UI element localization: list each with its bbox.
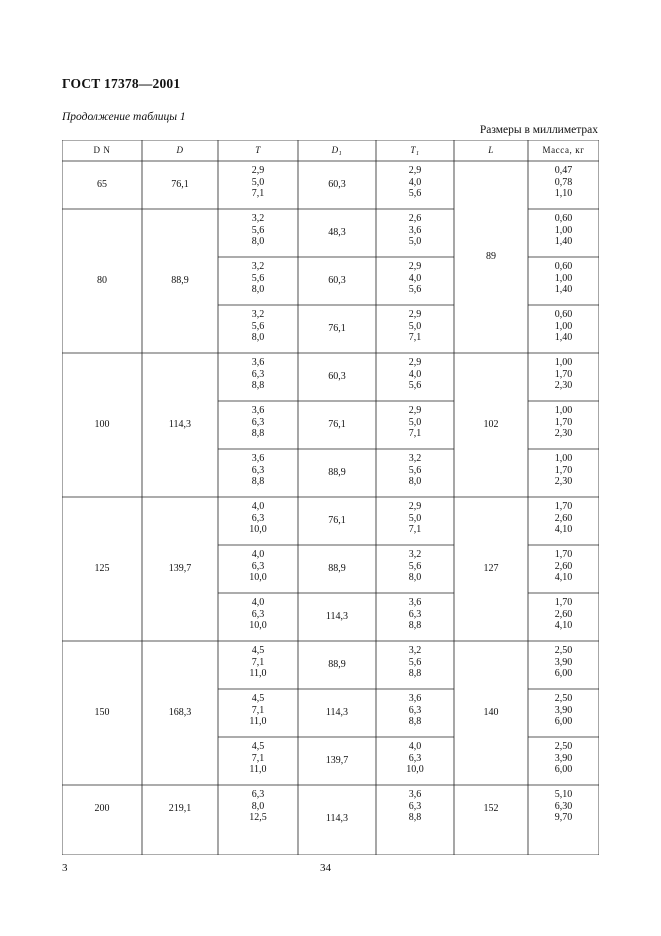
cell-t1-line: 8,8 xyxy=(408,620,422,632)
cell-t-line: 10,0 xyxy=(249,620,267,632)
cell-dn-line: 100 xyxy=(94,419,110,430)
cell-d1-line: 60,3 xyxy=(328,275,346,286)
cell-d-line: 219,1 xyxy=(168,803,192,814)
cell-t1-line: 8,0 xyxy=(408,572,422,584)
cell-t-line: 8,0 xyxy=(251,800,265,812)
cell-d1-line: 48,3 xyxy=(328,227,346,238)
cell-dn-line: 65 xyxy=(97,179,107,190)
cell-t1 xyxy=(376,693,454,728)
cell-d1 xyxy=(298,275,376,287)
cell-mass xyxy=(528,741,599,776)
cell-t xyxy=(218,213,298,248)
units-caption: Размеры в миллиметрах xyxy=(479,124,598,136)
cell-mass-line: 2,60 xyxy=(554,512,573,524)
cell-t xyxy=(218,405,298,440)
cell-t-line: 7,1 xyxy=(251,704,265,716)
column-header-0 xyxy=(62,145,142,157)
cell-t-line: 4,5 xyxy=(251,645,265,656)
cell-d xyxy=(142,419,218,431)
cell-t1 xyxy=(376,213,454,248)
cell-t1-line: 3,6 xyxy=(408,224,422,236)
cell-t1-line: 2,9 xyxy=(408,165,422,176)
cell-l-line: 140 xyxy=(483,707,499,718)
cell-mass-line: 1,00 xyxy=(554,453,573,464)
cell-t1 xyxy=(376,645,454,680)
cell-mass-line: 0,60 xyxy=(554,309,573,320)
cell-t-line: 6,3 xyxy=(251,560,265,572)
column-header-4 xyxy=(376,145,454,161)
cell-t-line: 5,6 xyxy=(251,224,265,236)
cell-d xyxy=(142,179,218,191)
cell-mass-line: 2,50 xyxy=(554,693,573,704)
cell-d1-line: 88,9 xyxy=(328,467,346,478)
cell-mass xyxy=(528,405,599,440)
cell-l-line: 127 xyxy=(483,563,499,574)
cell-t1 xyxy=(376,165,454,200)
cell-mass xyxy=(528,549,599,584)
cell-t-line: 6,3 xyxy=(251,608,265,620)
cell-t xyxy=(218,549,298,584)
cell-d1 xyxy=(298,227,376,239)
cell-d1-line: 76,1 xyxy=(328,419,346,430)
cell-t1-line: 2,9 xyxy=(408,501,422,512)
cell-t-line: 7,1 xyxy=(251,188,265,200)
cell-t-line: 3,2 xyxy=(251,309,265,320)
cell-mass xyxy=(528,645,599,680)
cell-mass-line: 2,30 xyxy=(554,380,573,392)
cell-t-line: 7,1 xyxy=(251,656,265,668)
cell-t1 xyxy=(376,405,454,440)
cell-t xyxy=(218,165,298,200)
cell-mass-line: 9,70 xyxy=(554,812,573,824)
cell-t1-line: 8,8 xyxy=(408,716,422,728)
cell-d-line: 168,3 xyxy=(168,707,192,718)
cell-t1 xyxy=(376,309,454,344)
cell-t xyxy=(218,357,298,392)
cell-d1-line: 76,1 xyxy=(328,323,346,334)
cell-t xyxy=(218,597,298,632)
cell-t1-line: 7,1 xyxy=(408,524,422,536)
cell-mass xyxy=(528,261,599,296)
column-header-label: D xyxy=(176,145,184,155)
cell-mass-line: 1,00 xyxy=(554,224,573,236)
cell-t-line: 3,2 xyxy=(251,261,265,272)
cell-t-line: 3,6 xyxy=(251,453,265,464)
cell-d xyxy=(142,707,218,719)
cell-mass-line: 1,00 xyxy=(554,357,573,368)
cell-t1-line: 2,6 xyxy=(408,213,422,224)
cell-t1-line: 3,6 xyxy=(408,693,422,704)
column-header-label: D xyxy=(331,145,339,155)
cell-t-line: 7,1 xyxy=(251,752,265,764)
cell-t1-line: 5,0 xyxy=(408,416,422,428)
cell-mass-line: 4,10 xyxy=(554,620,573,632)
cell-t1 xyxy=(376,597,454,632)
cell-t-line: 6,3 xyxy=(251,368,265,380)
cell-t1 xyxy=(376,741,454,776)
cell-mass-line: 0,60 xyxy=(554,213,573,224)
column-header-label: D N xyxy=(93,145,111,155)
cell-mass-line: 1,00 xyxy=(554,272,573,284)
cell-mass-line: 1,40 xyxy=(554,236,573,248)
cell-t1-line: 5,6 xyxy=(408,380,422,392)
cell-d-line: 88,9 xyxy=(171,275,189,286)
column-header-1 xyxy=(142,145,218,157)
column-header-6 xyxy=(528,145,599,157)
cell-d xyxy=(142,563,218,575)
cell-d1-line: 60,3 xyxy=(328,371,346,382)
cell-t1-line: 7,1 xyxy=(408,428,422,440)
cell-t-line: 10,0 xyxy=(249,524,267,536)
cell-mass xyxy=(528,309,599,344)
cell-t1-line: 4,0 xyxy=(408,741,422,752)
cell-t1-line: 6,3 xyxy=(408,608,422,620)
column-header-label: Масса, кг xyxy=(542,145,585,155)
cell-t1 xyxy=(376,453,454,488)
cell-mass xyxy=(528,501,599,536)
cell-mass-line: 6,00 xyxy=(554,716,573,728)
cell-mass-line: 1,70 xyxy=(554,368,573,380)
cell-l xyxy=(454,707,528,719)
cell-t xyxy=(218,693,298,728)
cell-mass-line: 2,30 xyxy=(554,476,573,488)
cell-t-line: 11,0 xyxy=(249,764,267,776)
cell-t-line: 3,2 xyxy=(251,213,265,224)
cell-dn-line: 80 xyxy=(97,275,107,286)
cell-d1-line: 114,3 xyxy=(325,611,349,622)
cell-t-line: 11,0 xyxy=(249,716,267,728)
cell-t1-line: 5,6 xyxy=(408,284,422,296)
cell-t1-line: 5,6 xyxy=(408,560,422,572)
cell-t1-line: 7,1 xyxy=(408,332,422,344)
cell-d1 xyxy=(298,707,376,719)
cell-t1 xyxy=(376,357,454,392)
cell-t-line: 6,3 xyxy=(251,789,265,800)
cell-mass-line: 6,30 xyxy=(554,800,573,812)
cell-t1-line: 10,0 xyxy=(406,764,424,776)
cell-t xyxy=(218,501,298,536)
cell-mass-line: 1,40 xyxy=(554,284,573,296)
cell-d1 xyxy=(298,371,376,383)
cell-t xyxy=(218,645,298,680)
cell-t1-line: 3,2 xyxy=(408,453,422,464)
cell-t-line: 4,0 xyxy=(251,549,265,560)
cell-t1-line: 3,2 xyxy=(408,645,422,656)
cell-t1-line: 3,2 xyxy=(408,549,422,560)
cell-d1 xyxy=(298,515,376,527)
cell-d1-line: 114,3 xyxy=(325,813,349,824)
cell-t-line: 6,3 xyxy=(251,416,265,428)
cell-t-line: 4,5 xyxy=(251,693,265,704)
cell-d1-line: 76,1 xyxy=(328,515,346,526)
cell-mass-line: 1,70 xyxy=(554,464,573,476)
cell-mass-line: 3,90 xyxy=(554,704,573,716)
column-header-2 xyxy=(218,145,298,157)
cell-d1 xyxy=(298,419,376,431)
cell-t-line: 8,0 xyxy=(251,284,265,296)
cell-dn xyxy=(62,563,142,575)
cell-t-line: 8,0 xyxy=(251,236,265,248)
cell-l-line: 152 xyxy=(483,803,499,814)
cell-t1 xyxy=(376,501,454,536)
cell-d1 xyxy=(298,813,376,825)
cell-d1-line: 60,3 xyxy=(328,179,346,190)
cell-t-line: 3,6 xyxy=(251,405,265,416)
cell-t1-line: 6,3 xyxy=(408,704,422,716)
cell-t-line: 8,8 xyxy=(251,476,265,488)
cell-t xyxy=(218,453,298,488)
cell-mass-line: 0,60 xyxy=(554,261,573,272)
cell-d-line: 76,1 xyxy=(171,179,189,190)
cell-d1 xyxy=(298,179,376,191)
cell-t1-line: 2,9 xyxy=(408,309,422,320)
cell-mass xyxy=(528,357,599,392)
cell-t1-line: 3,6 xyxy=(408,597,422,608)
cell-t1-line: 8,0 xyxy=(408,476,422,488)
cell-dn xyxy=(62,419,142,431)
cell-mass-line: 2,60 xyxy=(554,560,573,572)
cell-mass xyxy=(528,453,599,488)
cell-dn-line: 150 xyxy=(94,707,110,718)
cell-l xyxy=(454,419,528,431)
page-marker-left: 3 xyxy=(62,862,68,874)
cell-t-line: 11,0 xyxy=(249,668,267,680)
cell-d1-line: 88,9 xyxy=(328,659,346,670)
cell-t1 xyxy=(376,549,454,584)
cell-mass-line: 1,70 xyxy=(554,549,573,560)
cell-d xyxy=(142,803,218,815)
cell-t1-line: 5,0 xyxy=(408,512,422,524)
cell-d1-line: 88,9 xyxy=(328,563,346,574)
cell-t-line: 12,5 xyxy=(249,812,267,824)
cell-mass-line: 2,30 xyxy=(554,428,573,440)
table-grid xyxy=(62,140,599,855)
cell-dn xyxy=(62,275,142,287)
cell-t1-line: 3,6 xyxy=(408,789,422,800)
cell-t-line: 3,6 xyxy=(251,357,265,368)
cell-d1 xyxy=(298,563,376,575)
cell-t1-line: 2,9 xyxy=(408,405,422,416)
cell-mass-line: 1,40 xyxy=(554,332,573,344)
column-header-label: T xyxy=(410,145,416,155)
cell-d1-line: 139,7 xyxy=(325,755,349,766)
cell-mass-line: 2,50 xyxy=(554,645,573,656)
cell-t1-line: 5,6 xyxy=(408,188,422,200)
cell-t1-line: 8,8 xyxy=(408,812,422,824)
cell-t-line: 4,0 xyxy=(251,597,265,608)
cell-t-line: 5,0 xyxy=(251,176,265,188)
cell-mass-line: 2,60 xyxy=(554,608,573,620)
column-header-subscript: 1 xyxy=(338,151,343,157)
cell-mass-line: 0,47 xyxy=(554,165,573,176)
cell-mass-line: 2,50 xyxy=(554,741,573,752)
cell-dn xyxy=(62,803,142,815)
cell-t xyxy=(218,261,298,296)
column-header-label: T xyxy=(255,145,261,155)
cell-mass-line: 1,00 xyxy=(554,405,573,416)
cell-mass xyxy=(528,789,599,824)
cell-t-line: 5,6 xyxy=(251,320,265,332)
cell-mass xyxy=(528,213,599,248)
cell-t-line: 2,9 xyxy=(251,165,265,176)
cell-d xyxy=(142,275,218,287)
cell-l xyxy=(454,803,528,815)
cell-mass xyxy=(528,693,599,728)
cell-t-line: 6,3 xyxy=(251,512,265,524)
page-number: 34 xyxy=(320,862,331,874)
cell-t-line: 8,8 xyxy=(251,428,265,440)
cell-d-line: 114,3 xyxy=(168,419,192,430)
cell-t-line: 8,8 xyxy=(251,380,265,392)
cell-t1-line: 5,6 xyxy=(408,656,422,668)
cell-d1 xyxy=(298,611,376,623)
cell-dn xyxy=(62,707,142,719)
cell-l-line: 89 xyxy=(486,251,496,262)
cell-t xyxy=(218,741,298,776)
cell-mass-line: 1,70 xyxy=(554,416,573,428)
column-header-5 xyxy=(454,145,528,157)
cell-t1-line: 8,8 xyxy=(408,668,422,680)
cell-mass-line: 6,00 xyxy=(554,668,573,680)
cell-t1-line: 4,0 xyxy=(408,272,422,284)
cell-t-line: 4,5 xyxy=(251,741,265,752)
cell-mass-line: 1,00 xyxy=(554,320,573,332)
cell-mass-line: 4,10 xyxy=(554,572,573,584)
cell-t1-line: 5,0 xyxy=(408,236,422,248)
cell-mass-line: 4,10 xyxy=(554,524,573,536)
column-header-subscript: 1 xyxy=(416,151,420,157)
table-continuation-caption: Продолжение таблицы 1 xyxy=(62,111,186,123)
cell-dn-line: 125 xyxy=(94,563,110,574)
cell-t xyxy=(218,309,298,344)
cell-d1 xyxy=(298,323,376,335)
cell-t1-line: 4,0 xyxy=(408,176,422,188)
cell-mass-line: 1,70 xyxy=(554,501,573,512)
cell-t1-line: 5,6 xyxy=(408,464,422,476)
cell-t-line: 5,6 xyxy=(251,272,265,284)
cell-t1-line: 4,0 xyxy=(408,368,422,380)
cell-t-line: 10,0 xyxy=(249,572,267,584)
cell-d1 xyxy=(298,659,376,671)
cell-mass xyxy=(528,165,599,200)
cell-t1 xyxy=(376,261,454,296)
cell-l xyxy=(454,251,528,263)
cell-dn-line: 200 xyxy=(94,803,110,814)
cell-mass-line: 5,10 xyxy=(554,789,573,800)
cell-l xyxy=(454,563,528,575)
cell-d1 xyxy=(298,755,376,767)
cell-t1-line: 6,3 xyxy=(408,752,422,764)
cell-t1-line: 5,0 xyxy=(408,320,422,332)
cell-l-line: 102 xyxy=(483,419,499,430)
dimensions-table xyxy=(62,140,599,855)
cell-t-line: 4,0 xyxy=(251,501,265,512)
cell-t1-line: 2,9 xyxy=(408,357,422,368)
cell-mass-line: 1,10 xyxy=(554,188,573,200)
column-header-3 xyxy=(298,145,376,161)
column-header-label: L xyxy=(488,145,494,155)
cell-t xyxy=(218,789,298,824)
cell-dn xyxy=(62,179,142,191)
cell-d1-line: 114,3 xyxy=(325,707,349,718)
cell-mass-line: 0,78 xyxy=(554,176,573,188)
cell-t1-line: 2,9 xyxy=(408,261,422,272)
cell-t-line: 6,3 xyxy=(251,464,265,476)
cell-mass-line: 1,70 xyxy=(554,597,573,608)
cell-mass-line: 3,90 xyxy=(554,752,573,764)
cell-mass-line: 3,90 xyxy=(554,656,573,668)
document-title: ГОСТ 17378—2001 xyxy=(62,76,181,91)
cell-d-line: 139,7 xyxy=(168,563,192,574)
cell-t-line: 8,0 xyxy=(251,332,265,344)
cell-d1 xyxy=(298,467,376,479)
cell-t1-line: 6,3 xyxy=(408,800,422,812)
cell-t1 xyxy=(376,789,454,824)
cell-mass xyxy=(528,597,599,632)
cell-mass-line: 6,00 xyxy=(554,764,573,776)
